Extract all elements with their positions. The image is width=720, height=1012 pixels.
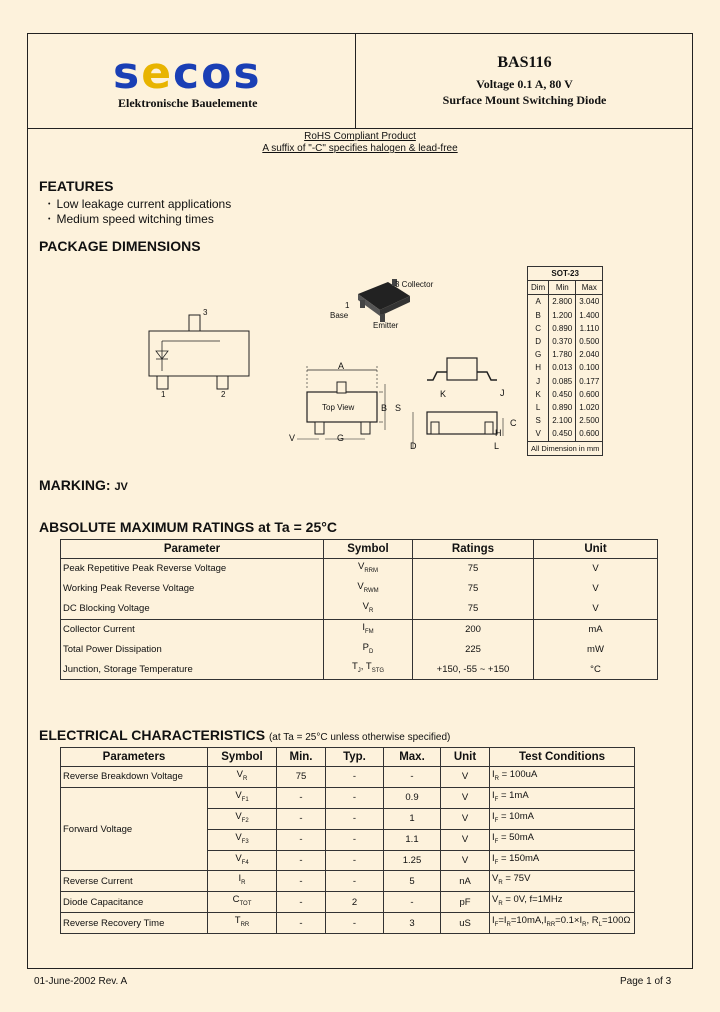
table-cell: 0.600 bbox=[579, 389, 600, 399]
unit-cell: V bbox=[441, 850, 490, 871]
subscript: R bbox=[369, 607, 374, 614]
table-cell: B bbox=[528, 309, 549, 322]
part-number: BAS116 bbox=[497, 54, 552, 71]
table-cell: 2.040 bbox=[579, 350, 600, 360]
marking-value: JV bbox=[114, 481, 128, 493]
table-cell: 1.110 bbox=[579, 323, 600, 333]
symbol-cell: $V_{RWM}$ bbox=[324, 579, 413, 599]
table-cell: 0.450 bbox=[549, 427, 576, 441]
logo-subtitle: Elektronische Bauelemente bbox=[118, 96, 258, 110]
subscript: R bbox=[241, 880, 246, 887]
test-condition-cell: $I_F=I_R=10mA,I_{RR}=0.1\times I_R$, $R_L=100\Omega$ bbox=[490, 913, 635, 934]
table-row bbox=[528, 295, 603, 309]
unit-cell: V bbox=[534, 599, 658, 619]
table-row bbox=[528, 414, 603, 427]
symbol-cell: $V_{RRM}$ bbox=[324, 559, 413, 579]
typ-cell: - bbox=[326, 808, 384, 829]
min-cell: - bbox=[277, 850, 326, 871]
unit-cell: V bbox=[534, 559, 658, 579]
dim-table-note: All Dimension in mm bbox=[528, 441, 603, 455]
rohs-line2: A suffix of "-C" specifies halogen & lead-free bbox=[262, 143, 458, 154]
table-header: Min. bbox=[277, 748, 326, 767]
table-row bbox=[528, 309, 603, 322]
table-row bbox=[61, 767, 635, 788]
table-cell: 0.500 bbox=[579, 337, 600, 347]
table-cell: A bbox=[528, 295, 549, 309]
table-header: Symbol bbox=[208, 748, 277, 767]
max-cell: 0.9 bbox=[384, 787, 441, 808]
table-header: Parameter bbox=[61, 540, 324, 559]
table-row bbox=[61, 659, 658, 679]
table-row bbox=[528, 401, 603, 414]
bullet-icon: • bbox=[48, 216, 51, 224]
table-cell: 1.780 bbox=[549, 348, 576, 361]
table-row bbox=[528, 267, 603, 281]
footer-page: Page 1 of 3 bbox=[620, 976, 672, 987]
dim-b-label: B bbox=[381, 403, 388, 413]
table-row bbox=[61, 892, 635, 913]
subscript: RR bbox=[546, 922, 556, 929]
subscript: D bbox=[369, 648, 374, 655]
subscript: R bbox=[494, 775, 499, 782]
table-cell: 0.450 bbox=[549, 388, 576, 401]
table-row bbox=[61, 787, 635, 808]
unit-cell: mA bbox=[534, 619, 658, 639]
table-row bbox=[61, 619, 658, 639]
table-row bbox=[61, 599, 658, 619]
subscript: L bbox=[598, 922, 602, 929]
elec-heading: ELECTRICAL CHARACTERISTICS (at Ta = 25°C unless otherwise specified) bbox=[39, 727, 451, 743]
table-header: Max. bbox=[384, 748, 441, 767]
subscript: J bbox=[357, 668, 361, 675]
dim-d-label: D bbox=[410, 441, 417, 451]
test-condition-cell: $V_R = 75V$ bbox=[490, 871, 635, 892]
max-cell: - bbox=[384, 892, 441, 913]
table-cell: J bbox=[528, 375, 549, 388]
rating-cell: 75 bbox=[413, 579, 534, 599]
test-condition-cell: $I_F = 50mA$ bbox=[490, 829, 635, 850]
table-cell: 0.085 bbox=[549, 375, 576, 388]
table-cell: 0.177 bbox=[579, 376, 600, 386]
rating-cell: 225 bbox=[413, 640, 534, 660]
table-cell: 0.890 bbox=[549, 322, 576, 335]
subscript: STG bbox=[371, 668, 385, 675]
table-cell: 0.370 bbox=[549, 335, 576, 348]
symbol-cell: $V_{F3}$ bbox=[208, 829, 277, 850]
symbol-cell: $V_R$ bbox=[208, 767, 277, 788]
feature-item: • Medium speed witching times bbox=[48, 212, 214, 226]
symbol-cell: $V_R$ bbox=[324, 599, 413, 619]
subscript: RWM bbox=[363, 587, 379, 594]
table-header: Test Conditions bbox=[490, 748, 635, 767]
table-row bbox=[61, 559, 658, 579]
subscript: F bbox=[494, 859, 499, 866]
param-cell: Collector Current bbox=[61, 619, 324, 639]
max-cell: - bbox=[384, 767, 441, 788]
side-view-drawing bbox=[405, 350, 520, 460]
table-row bbox=[61, 540, 658, 559]
subscript: F bbox=[494, 922, 499, 929]
dim-s-label: S bbox=[395, 403, 402, 413]
table-cell: G bbox=[528, 348, 549, 361]
elec-table bbox=[60, 747, 635, 934]
dim-j-label: J bbox=[500, 388, 505, 398]
subscript: FM bbox=[364, 628, 374, 635]
package-heading: PACKAGE DIMENSIONS bbox=[39, 238, 201, 254]
table-cell: 1.400 bbox=[579, 310, 600, 320]
subscript: TOT bbox=[239, 901, 252, 908]
table-cell: 2.800 bbox=[549, 295, 576, 309]
table-cell: K bbox=[528, 388, 549, 401]
test-condition-cell: $I_R = 100uA$ bbox=[490, 767, 635, 788]
dim-a-label: A bbox=[338, 361, 345, 371]
features-heading: FEATURES bbox=[39, 178, 114, 194]
typ-cell: 2 bbox=[326, 892, 384, 913]
table-cell: L bbox=[528, 401, 549, 414]
test-condition-cell: $V_R = 0V$, f=1MHz bbox=[490, 892, 635, 913]
param-cell: Reverse Recovery Time bbox=[61, 913, 208, 934]
table-row bbox=[528, 348, 603, 361]
pin1-label: 1 bbox=[345, 301, 350, 310]
subscript: F bbox=[494, 796, 499, 803]
subscript: RRM bbox=[364, 567, 378, 574]
table-cell: 0.890 bbox=[549, 401, 576, 414]
subscript: F3 bbox=[241, 838, 249, 845]
table-row bbox=[528, 322, 603, 335]
unit-cell: uS bbox=[441, 913, 490, 934]
table-row bbox=[528, 427, 603, 441]
max-cell: 5 bbox=[384, 871, 441, 892]
unit-cell: °C bbox=[534, 659, 658, 679]
subscript: F bbox=[494, 838, 499, 845]
param-cell: Reverse Breakdown Voltage bbox=[61, 767, 208, 788]
schematic-pin1: 1 bbox=[161, 390, 166, 399]
min-cell: - bbox=[277, 787, 326, 808]
sot23-dimension-table bbox=[527, 266, 603, 456]
dim-table-title: SOT-23 bbox=[528, 267, 603, 281]
param-cell: Forward Voltage bbox=[61, 787, 208, 871]
rating-cell: 75 bbox=[413, 599, 534, 619]
param-cell: Junction, Storage Temperature bbox=[61, 659, 324, 679]
dim-v-label: V bbox=[289, 433, 296, 443]
marking-heading: MARKING: JV bbox=[39, 477, 128, 493]
abs-max-heading: ABSOLUTE MAXIMUM RATINGS at Ta = 25°C bbox=[39, 519, 337, 535]
table-cell: 2.500 bbox=[579, 416, 600, 426]
table-row bbox=[528, 388, 603, 401]
rating-cell: 75 bbox=[413, 559, 534, 579]
min-cell: - bbox=[277, 871, 326, 892]
top-view-label: Top View bbox=[322, 403, 355, 412]
table-cell: 2.100 bbox=[549, 414, 576, 427]
test-condition-cell: $I_F = 10mA$ bbox=[490, 808, 635, 829]
symbol-cell: $T_{RR}$ bbox=[208, 913, 277, 934]
symbol-cell: $C_{TOT}$ bbox=[208, 892, 277, 913]
schematic-drawing bbox=[140, 305, 270, 400]
unit-cell: V bbox=[534, 579, 658, 599]
typ-cell: - bbox=[326, 850, 384, 871]
table-row bbox=[528, 281, 603, 295]
param-cell: Reverse Current bbox=[61, 871, 208, 892]
symbol-cell: $P_D$ bbox=[324, 640, 413, 660]
subscript: F bbox=[494, 817, 499, 824]
max-cell: 1.1 bbox=[384, 829, 441, 850]
max-cell: 1.25 bbox=[384, 850, 441, 871]
subscript: F1 bbox=[241, 796, 249, 803]
symbol-cell: $I_R$ bbox=[208, 871, 277, 892]
device-description: Surface Mount Switching Diode bbox=[442, 93, 607, 107]
dim-l-label: L bbox=[494, 441, 500, 451]
dim-c-label: C bbox=[510, 418, 517, 428]
table-row bbox=[528, 361, 603, 374]
table-cell: C bbox=[528, 322, 549, 335]
rating-line: Voltage 0.1 A, 80 V bbox=[476, 77, 573, 91]
param-cell: DC Blocking Voltage bbox=[61, 599, 324, 619]
subscript: R bbox=[506, 922, 511, 929]
table-header: Ratings bbox=[413, 540, 534, 559]
subscript: R bbox=[582, 922, 587, 929]
unit-cell: V bbox=[441, 767, 490, 788]
symbol-cell: $V_{F2}$ bbox=[208, 808, 277, 829]
symbol-cell: $V_{F1}$ bbox=[208, 787, 277, 808]
dim-g-label: G bbox=[337, 433, 345, 443]
collector-label: 3 Collector bbox=[395, 280, 434, 289]
min-cell: 75 bbox=[277, 767, 326, 788]
table-header: Unit bbox=[441, 748, 490, 767]
min-cell: - bbox=[277, 829, 326, 850]
feature-item: • Low leakage current applications bbox=[48, 197, 232, 211]
subscript: RR bbox=[240, 922, 250, 929]
table-header: Symbol bbox=[324, 540, 413, 559]
table-row bbox=[528, 335, 603, 348]
unit-cell: pF bbox=[441, 892, 490, 913]
subscript: R bbox=[243, 775, 248, 782]
table-row bbox=[61, 913, 635, 934]
table-cell: 0.013 bbox=[549, 361, 576, 374]
unit-cell: V bbox=[441, 829, 490, 850]
typ-cell: - bbox=[326, 871, 384, 892]
param-cell: Peak Repetitive Peak Reverse Voltage bbox=[61, 559, 324, 579]
header-divider bbox=[27, 128, 693, 129]
table-row bbox=[528, 375, 603, 388]
table-header: Typ. bbox=[326, 748, 384, 767]
company-logo: secos bbox=[113, 48, 262, 99]
table-cell: 1.020 bbox=[579, 403, 600, 413]
table-cell: V bbox=[528, 427, 549, 441]
subscript: F4 bbox=[241, 859, 249, 866]
rohs-line1: RoHS Compliant Product bbox=[304, 131, 416, 142]
table-row bbox=[528, 441, 603, 455]
table-cell: 0.600 bbox=[579, 429, 600, 439]
bullet-icon: • bbox=[48, 201, 51, 209]
unit-cell: V bbox=[441, 808, 490, 829]
max-cell: 3 bbox=[384, 913, 441, 934]
test-condition-cell: $I_F = 1mA$ bbox=[490, 787, 635, 808]
table-header: Max bbox=[576, 281, 603, 295]
unit-cell: nA bbox=[441, 871, 490, 892]
max-cell: 1 bbox=[384, 808, 441, 829]
footer-date: 01-June-2002 Rev. A bbox=[34, 976, 128, 987]
rating-cell: +150, -55 ~ +150 bbox=[413, 659, 534, 679]
table-cell: 0.100 bbox=[579, 363, 600, 373]
dim-k-label: K bbox=[440, 389, 447, 399]
test-condition-cell: $I_F = 150mA$ bbox=[490, 850, 635, 871]
table-cell: 3.040 bbox=[579, 297, 600, 307]
table-header: Unit bbox=[534, 540, 658, 559]
elec-subtitle: (at Ta = 25°C unless otherwise specified) bbox=[268, 732, 451, 743]
subscript: R bbox=[498, 880, 503, 887]
table-cell: H bbox=[528, 361, 549, 374]
table-header: Dim bbox=[528, 281, 549, 295]
subscript: R bbox=[498, 901, 503, 908]
param-cell: Total Power Dissipation bbox=[61, 640, 324, 660]
table-cell: 1.200 bbox=[549, 309, 576, 322]
table-row bbox=[61, 871, 635, 892]
symbol-cell: $V_{F4}$ bbox=[208, 850, 277, 871]
min-cell: - bbox=[277, 892, 326, 913]
table-cell: D bbox=[528, 335, 549, 348]
unit-cell: V bbox=[441, 787, 490, 808]
typ-cell: - bbox=[326, 767, 384, 788]
param-cell: Working Peak Reverse Voltage bbox=[61, 579, 324, 599]
table-cell: S bbox=[528, 414, 549, 427]
symbol-cell: $I_{FM}$ bbox=[324, 619, 413, 639]
schematic-pin2: 2 bbox=[221, 390, 226, 399]
rating-cell: 200 bbox=[413, 619, 534, 639]
base-label: Base bbox=[330, 311, 349, 320]
subscript: F2 bbox=[241, 817, 249, 824]
min-cell: - bbox=[277, 913, 326, 934]
abs-max-table bbox=[60, 539, 658, 680]
symbol-cell: $T_J$, $T_{STG}$ bbox=[324, 659, 413, 679]
min-cell: - bbox=[277, 808, 326, 829]
unit-cell: mW bbox=[534, 640, 658, 660]
typ-cell: - bbox=[326, 787, 384, 808]
table-row bbox=[61, 640, 658, 660]
table-header: Min bbox=[549, 281, 576, 295]
table-header: Parameters bbox=[61, 748, 208, 767]
typ-cell: - bbox=[326, 913, 384, 934]
emitter-label: Emitter bbox=[373, 321, 399, 330]
table-row bbox=[61, 579, 658, 599]
schematic-pin3: 3 bbox=[203, 308, 208, 317]
typ-cell: - bbox=[326, 829, 384, 850]
table-row bbox=[61, 748, 635, 767]
dim-h-label: H bbox=[495, 428, 502, 438]
param-cell: Diode Capacitance bbox=[61, 892, 208, 913]
